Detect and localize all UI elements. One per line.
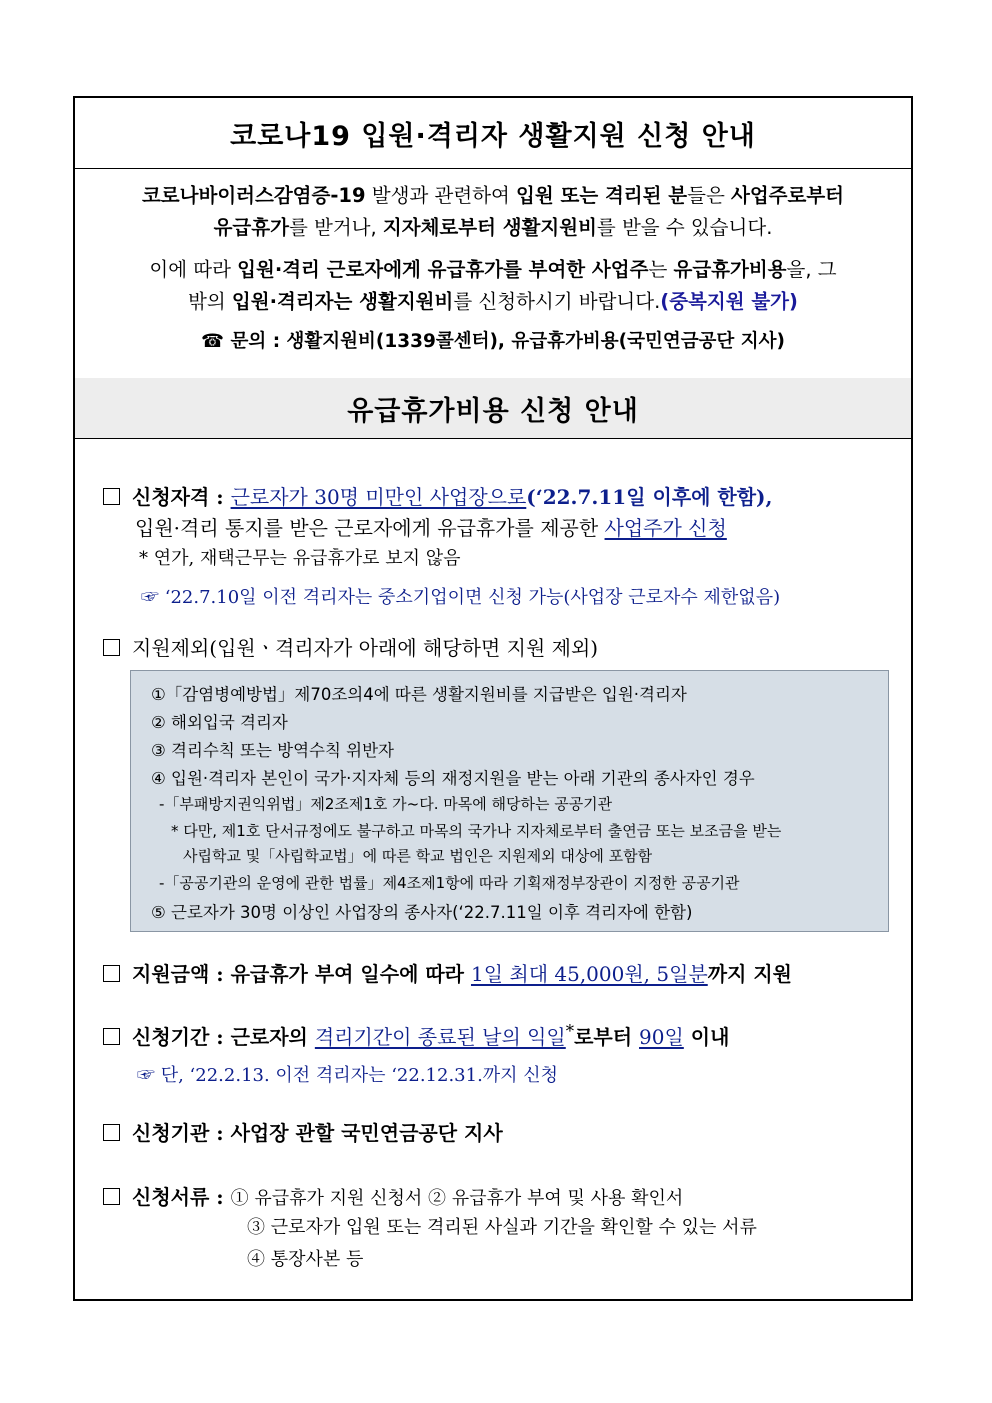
intro-text: 밖의 <box>188 290 232 313</box>
contact-text: 문의 : 생활지원비(1339콜센터), 유급휴가비용(국민연금공단 지사) <box>224 331 785 352</box>
period-start: 격리기간이 종료된 날의 익일 <box>314 1025 566 1049</box>
eligibility-date: (‘22.7.11일 이후에 한함), <box>526 485 773 509</box>
amount-value: 1일 최대 45,000원, 5일분 <box>470 962 708 986</box>
exclusion-box <box>130 670 889 932</box>
intro-text: 이에 따라 <box>149 258 238 281</box>
intro-text: 유급휴가비용 <box>673 258 787 281</box>
exclusion-item: ⑤ 근로자가 30명 이상인 사업장의 종사자(‘22.7.11일 이후 격리자에 한함) <box>151 903 693 922</box>
documents-item: ① 유급휴가 지원 신청서 ② 유급휴가 부여 및 사용 확인서 <box>230 1188 684 1209</box>
section-title: 유급휴가비용 신청 안내 <box>75 378 911 439</box>
intro-paragraph-2 <box>75 254 911 318</box>
intro-text: 사업주로부터 <box>731 184 845 207</box>
exclusion-item: ④ 입원·격리자 본인이 국가·지자체 등의 재정지원을 받는 아래 기관의 종사자인 경우 <box>151 769 755 788</box>
period-pointer <box>137 1061 558 1087</box>
exclusion-item: ①「감염병예방법」제70조의4에 따른 생활지원비를 지급받은 입원·격리자 <box>151 685 687 704</box>
intro-text: 를 신청하시기 바랍니다. <box>453 290 661 313</box>
documents-line-1 <box>103 1181 683 1210</box>
page-title: 코로나19 입원·격리자 생활지원 신청 안내 <box>75 98 911 169</box>
period-days: 90일 <box>639 1025 684 1049</box>
intro-text: 지자체로부터 생활지원비 <box>382 216 597 239</box>
exclusion-subitem: -「공공기관의 운영에 관한 법률」제4조제1항에 따라 기획재정부장관이 지정한 공공기관 <box>159 874 740 892</box>
documents-item: ④ 통장사본 등 <box>247 1249 364 1270</box>
exclusion-label: 지원제외(입원ㆍ격리자가 아래에 해당하면 지원 제외) <box>132 636 599 660</box>
intro-text: 을, 그 <box>786 258 837 281</box>
eligibility-pointer <box>141 583 780 609</box>
eligibility-label: 신청자격 : <box>132 485 231 509</box>
intro-text: 입원·격리 근로자에게 유급휴가를 부여한 사업주 <box>237 258 649 281</box>
period-suffix: 이내 <box>683 1025 730 1049</box>
notice-frame <box>73 96 913 1301</box>
period-label: 신청기간 : 근로자의 <box>132 1025 315 1049</box>
intro-text: 입원·격리자는 생활지원비 <box>231 290 454 313</box>
checkbox-icon <box>103 1124 120 1141</box>
eligibility-text: 입원·격리 통지를 받은 근로자에게 유급휴가를 제공한 <box>135 516 605 540</box>
agency-label: 신청기관 : 사업장 관할 국민연금공단 지사 <box>132 1121 503 1145</box>
phone-icon: ☎ <box>201 331 225 352</box>
exclusion-subitem: -「부패방지권익위법」제2조제1호 가~다. 마목에 해당하는 공공기관 <box>159 795 613 813</box>
amount-label: 지원금액 : 유급휴가 부여 일수에 따라 <box>132 962 471 986</box>
period-footnote-mark: * <box>565 1021 575 1041</box>
contact-line <box>75 326 911 358</box>
exclusion-heading <box>103 632 598 661</box>
eligibility-note: * 연가, 재택근무는 유급휴가로 보지 않음 <box>139 548 461 569</box>
period-line <box>103 1021 729 1050</box>
period-pointer-text: 단, ‘22.2.13. 이전 격리자는 ‘22.12.31.까지 신청 <box>155 1065 559 1086</box>
intro-text: 들은 <box>687 184 731 207</box>
exclusion-subnote: 사립학교 및「사립학교법」에 따른 학교 법인은 지원제외 대상에 포함함 <box>183 847 653 865</box>
section-content <box>75 438 911 1298</box>
no-duplicate-note: (중복지원 불가) <box>660 290 798 313</box>
documents-item: ③ 근로자가 입원 또는 격리된 사실과 기간을 확인할 수 있는 서류 <box>247 1217 757 1238</box>
eligibility-applicant: 사업주가 신청 <box>604 516 727 540</box>
checkbox-icon <box>103 1028 120 1045</box>
intro-text: 코로나바이러스감염증-19 <box>141 184 366 207</box>
period-text: 로부터 <box>574 1025 640 1049</box>
intro-text: 유급휴가 <box>213 216 289 239</box>
documents-label: 신청서류 : <box>132 1185 231 1209</box>
agency-line <box>103 1117 503 1146</box>
intro-section <box>75 168 911 379</box>
eligibility-line-1 <box>103 481 772 510</box>
checkbox-icon <box>103 965 120 982</box>
intro-text: 를 받거나, <box>288 216 383 239</box>
pointing-hand-icon: ☞ <box>141 587 159 608</box>
checkbox-icon <box>103 488 120 505</box>
pointing-hand-icon: ☞ <box>137 1065 155 1086</box>
eligibility-condition: 근로자가 30명 미만인 사업장으로 <box>230 485 527 509</box>
checkbox-icon <box>103 639 120 656</box>
amount-suffix: 까지 지원 <box>707 962 792 986</box>
amount-line <box>103 958 792 987</box>
intro-paragraph-1 <box>75 180 911 244</box>
exclusion-item: ② 해외입국 격리자 <box>151 713 288 732</box>
intro-text: 는 <box>648 258 674 281</box>
eligibility-pointer-text: ‘22.7.10일 이전 격리자는 중소기업이면 신청 가능(사업장 근로자수 제한없음) <box>159 587 781 608</box>
exclusion-subnote: * 다만, 제1호 단서규정에도 불구하고 마목의 국가나 지자체로부터 출연금 또는 보조금을 받는 <box>171 822 782 840</box>
checkbox-icon <box>103 1188 120 1205</box>
exclusion-item: ③ 격리수칙 또는 방역수칙 위반자 <box>151 741 394 760</box>
eligibility-line-2 <box>135 512 727 541</box>
intro-text: 입원 또는 격리된 분 <box>516 184 688 207</box>
intro-text: 를 받을 수 있습니다. <box>596 216 773 239</box>
intro-text: 발생과 관련하여 <box>365 184 517 207</box>
